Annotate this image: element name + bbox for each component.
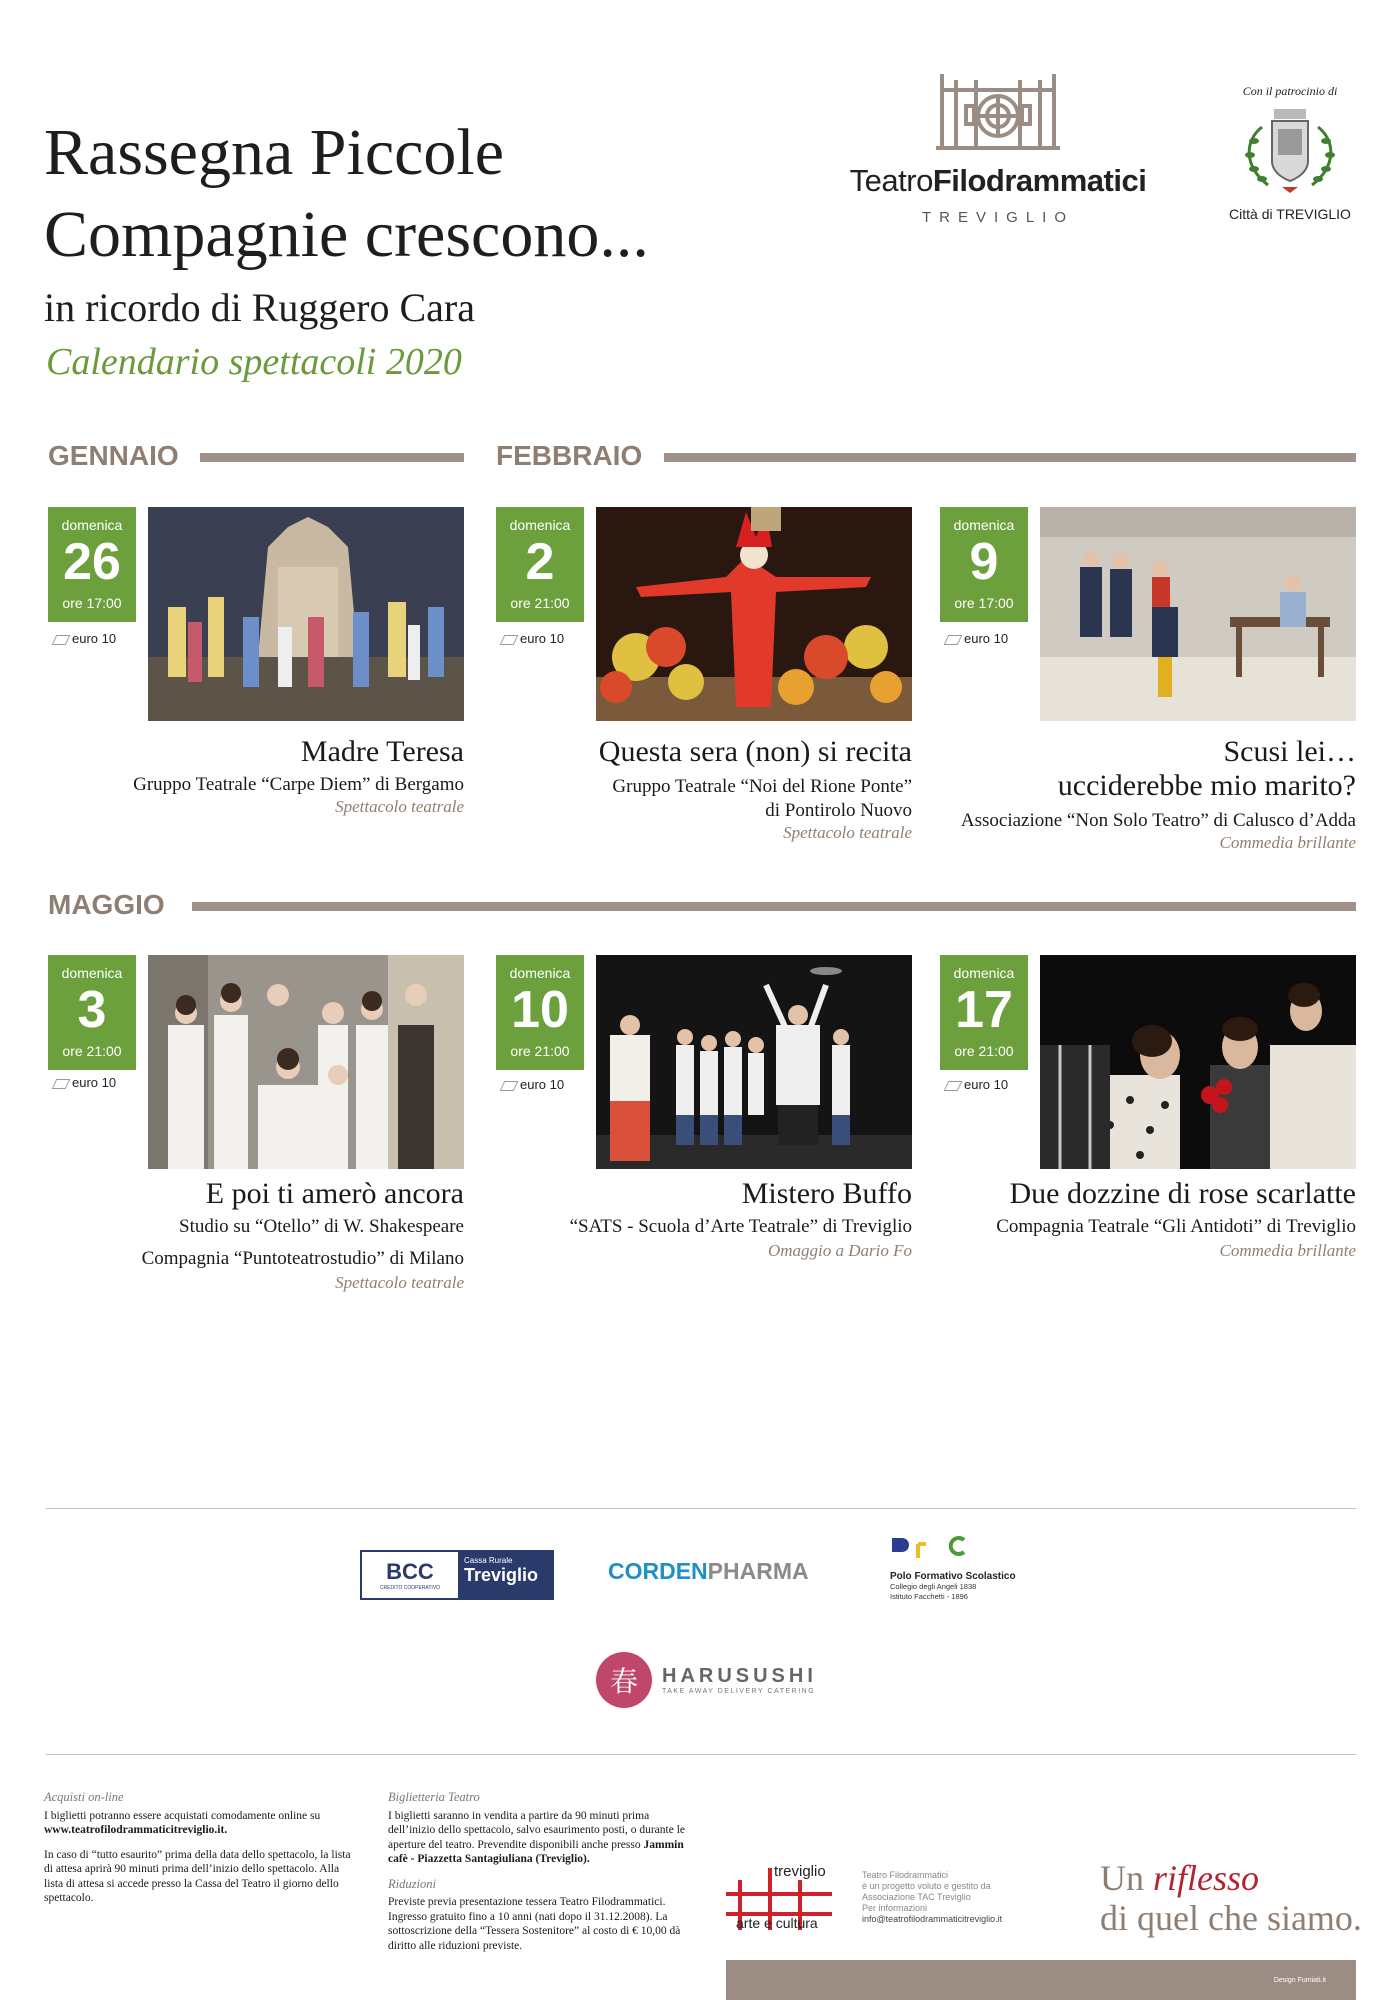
- theatre-name: [838, 163, 1158, 199]
- event-photo: [1040, 507, 1356, 721]
- polo-formativo-logo: [890, 1534, 1070, 1602]
- poster-title: [44, 112, 649, 276]
- event-photo: [596, 507, 912, 721]
- haru-glyph-icon: 春: [596, 1652, 652, 1708]
- tac-line: è un progetto voluto e gestito da: [862, 1881, 991, 1891]
- date-badge: [48, 955, 136, 1070]
- event-genre: Commedia brillante: [1219, 833, 1356, 852]
- event-weekday: domenica: [953, 965, 1015, 981]
- polo-line-2: Istituto Facchetti - 1896: [890, 1592, 968, 1601]
- online-heading: Acquisti on-line: [44, 1790, 124, 1804]
- event-company: “SATS - Scuola d’Arte Teatrale” di Treviglio: [569, 1216, 912, 1237]
- event-card[interactable]: [48, 507, 464, 847]
- bcc-mark: [362, 1552, 458, 1598]
- patron-label: Con il patrocinio di: [1242, 84, 1338, 98]
- title-line-2: Compagnie crescono...: [44, 198, 649, 271]
- haru-name: HARUSUSHI: [662, 1665, 817, 1687]
- online-text: I biglietti potranno essere acquistati comodamente online su: [44, 1809, 321, 1822]
- section-divider: [46, 1508, 1356, 1509]
- cordenpharma-logo: [608, 1558, 809, 1585]
- event-title: E poi ti amerò ancora: [205, 1177, 464, 1210]
- contact-email[interactable]: info@teatrofilodrammaticitreviglio.it: [862, 1914, 1003, 1924]
- theatre-logo: [838, 70, 1158, 226]
- event-card[interactable]: [496, 955, 912, 1295]
- event-weekday: domenica: [61, 517, 123, 533]
- city-crest-icon: [1238, 105, 1342, 197]
- event-price-label: euro 10: [520, 1077, 565, 1092]
- date-badge: [48, 507, 136, 622]
- title-line-1: Rassegna Piccole: [44, 116, 505, 189]
- event-card[interactable]: [496, 507, 912, 847]
- event-day: 2: [525, 533, 555, 591]
- event-subtitle: Studio su “Otello” di W. Shakespeare: [179, 1216, 464, 1237]
- event-price: [502, 631, 564, 646]
- ticket-icon: [944, 635, 963, 645]
- event-genre: Commedia brillante: [1219, 1241, 1356, 1260]
- waitlist-text: In caso di “tutto esaurito” prima della data dello spettacolo, la lista di attesa aprirà 90 minuti prima dell’inizio dello spettacolo. Alla lista di attesa si accede presso la Cassa del Teatro il giorno dello spettacolo.: [44, 1848, 351, 1904]
- presale-location: Jammin cafè - Piazzetta Santagiuliana (Treviglio).: [388, 1838, 684, 1865]
- event-day: 17: [955, 981, 1013, 1039]
- event-title: [940, 735, 1356, 803]
- treviglio-arte-cultura-logo: [726, 1860, 832, 1932]
- design-credit: Design Fumiati.it: [1273, 1977, 1326, 1984]
- event-weekday: domenica: [953, 517, 1015, 533]
- bcc-subtitle: CREDITO COOPERATIVO: [379, 1585, 441, 1591]
- harusushi-logo: [596, 1652, 817, 1708]
- event-time: ore 21:00: [954, 1043, 1014, 1059]
- event-genre: Spettacolo teatrale: [783, 823, 912, 842]
- month-maggio: MAGGIO: [48, 889, 165, 920]
- event-price: [54, 631, 116, 646]
- online-purchase-info: [44, 1790, 354, 1916]
- event-genre: Spettacolo teatrale: [335, 797, 464, 816]
- event-time: ore 21:00: [62, 1043, 122, 1059]
- event-time: ore 21:00: [510, 1043, 570, 1059]
- date-badge: [940, 955, 1028, 1070]
- event-title: Questa sera (non) si recita: [598, 735, 912, 768]
- event-genre: Spettacolo teatrale: [335, 1273, 464, 1292]
- event-card[interactable]: [48, 955, 464, 1295]
- tac-info: [862, 1870, 1042, 1925]
- slogan-highlight: riflesso: [1153, 1858, 1260, 1898]
- event-time: ore 17:00: [62, 595, 122, 611]
- ticket-icon: [944, 1081, 963, 1091]
- footer-band: [726, 1960, 1356, 2000]
- tac-line: Teatro Filodrammatici: [862, 1870, 949, 1880]
- event-photo: [1040, 955, 1356, 1169]
- patron-city-name: TREVIGLIO: [1276, 206, 1351, 222]
- event-weekday: domenica: [61, 965, 123, 981]
- theatre-name-light: Teatro: [849, 163, 933, 198]
- corden-part-2: PHARMA: [707, 1558, 809, 1584]
- event-day: 3: [77, 981, 107, 1039]
- event-photo: [596, 955, 912, 1169]
- event-company-line-2: di Pontirolo Nuovo: [765, 800, 912, 821]
- event-genre: Omaggio a Dario Fo: [767, 1241, 912, 1260]
- event-company: Compagnia “Puntoteatrostudio” di Milano: [141, 1248, 464, 1269]
- event-day: 10: [511, 981, 569, 1039]
- event-company: Associazione “Non Solo Teatro” di Calusco d’Adda: [960, 810, 1356, 831]
- event-day: 26: [63, 533, 121, 591]
- event-title: Madre Teresa: [300, 735, 464, 768]
- event-photo: [148, 507, 464, 721]
- polo-name: Polo Formativo Scolastico: [890, 1571, 1016, 1582]
- section-divider: [46, 1754, 1356, 1755]
- event-day: 9: [969, 533, 999, 591]
- date-badge: [940, 507, 1028, 622]
- ticket-icon: [500, 635, 519, 645]
- ticket-icon: [500, 1081, 519, 1091]
- discounts-heading: Riduzioni: [388, 1876, 436, 1891]
- event-price: [946, 631, 1008, 646]
- website-link[interactable]: www.teatrofilodrammaticitreviglio.it.: [44, 1824, 228, 1836]
- event-company: Gruppo Teatrale “Carpe Diem” di Bergamo: [133, 774, 464, 795]
- event-photo: [148, 955, 464, 1169]
- date-badge: [496, 507, 584, 622]
- bcc-acronym: BCC: [386, 1559, 434, 1584]
- date-badge: [496, 955, 584, 1070]
- event-title: Mistero Buffo: [741, 1177, 912, 1210]
- event-card[interactable]: [940, 507, 1356, 852]
- event-price-label: euro 10: [72, 1075, 117, 1090]
- bcc-top-label: Cassa Rurale: [464, 1556, 513, 1565]
- patron-block: [1225, 84, 1355, 222]
- theatre-facade-icon: [936, 70, 1060, 152]
- event-price: [54, 1075, 116, 1090]
- event-weekday: domenica: [509, 517, 571, 533]
- tac-line: Associazione TAC Treviglio: [862, 1892, 971, 1902]
- polo-line-1: Collegio degli Angeli 1838: [890, 1582, 977, 1591]
- polo-mark-icon: [890, 1534, 970, 1560]
- event-weekday: domenica: [509, 965, 571, 981]
- event-price: [946, 1077, 1008, 1092]
- event-price: [502, 1077, 564, 1092]
- corden-part-1: CORDEN: [608, 1558, 708, 1584]
- theatre-name-bold: Filodrammatici: [932, 163, 1147, 198]
- ticket-icon: [52, 635, 71, 645]
- event-company: Compagnia Teatrale “Gli Antidoti” di Treviglio: [996, 1216, 1356, 1237]
- box-office-heading: Biglietteria Teatro: [388, 1790, 480, 1804]
- month-febbraio: FEBBRAIO: [496, 440, 643, 471]
- event-price-label: euro 10: [520, 631, 565, 646]
- theatre-city: TREVIGLIO: [921, 209, 1075, 226]
- bcc-treviglio-logo: [360, 1550, 554, 1600]
- event-title: Due dozzine di rose scarlatte: [1009, 1177, 1356, 1210]
- slogan-word: Un: [1100, 1858, 1144, 1898]
- patron-city: [1225, 206, 1355, 222]
- arte-top-text: treviglio: [774, 1863, 826, 1880]
- bcc-name: Treviglio: [464, 1565, 539, 1585]
- discounts-text: Previste previa presentazione tessera Teatro Filodrammatici. Ingresso gratuito fino a 10 anni (nati dopo il 31.12.2008). La sottoscrizione della “Tessera Sostenitore” al costo di € 10,00 dà diritto alle riduzioni previste.: [388, 1896, 681, 1952]
- slogan-line-2: di quel che siamo.: [1100, 1898, 1362, 1938]
- event-title-line-2: ucciderebbe mio marito?: [1057, 769, 1356, 802]
- month-divider: [192, 902, 1356, 911]
- arte-bottom-text: arte e cultura: [736, 1915, 818, 1931]
- event-time: ore 17:00: [954, 595, 1014, 611]
- month-divider: [200, 453, 464, 462]
- poster-subtitle: in ricordo di Ruggero Cara: [44, 285, 475, 330]
- month-divider: [664, 453, 1356, 462]
- box-office-info: [388, 1790, 698, 1963]
- event-price-label: euro 10: [964, 1077, 1009, 1092]
- tac-line: Per informazioni: [862, 1903, 928, 1913]
- box-office-text: I biglietti saranno in vendita a partire da 90 minuti prima dell’inizio dello spettacolo, salvo esaurimento posti, o durante le aperture del teatro. Prevendite disponibili anche presso: [388, 1809, 686, 1851]
- event-price-label: euro 10: [72, 631, 117, 646]
- event-price-label: euro 10: [964, 631, 1009, 646]
- ticket-icon: [52, 1079, 71, 1089]
- event-title-line-1: Scusi lei…: [1223, 735, 1356, 768]
- bcc-name-panel: [458, 1552, 552, 1598]
- event-time: ore 21:00: [510, 595, 570, 611]
- patron-city-prefix: Città di: [1229, 206, 1273, 222]
- slogan: [1100, 1858, 1362, 1938]
- month-gennaio: GENNAIO: [48, 440, 179, 471]
- event-company: Gruppo Teatrale “Noi del Rione Ponte”: [612, 776, 912, 797]
- haru-tagline: TAKE AWAY DELIVERY CATERING: [662, 1688, 816, 1695]
- calendar-heading: Calendario spettacoli 2020: [46, 341, 462, 383]
- event-card[interactable]: [940, 955, 1356, 1295]
